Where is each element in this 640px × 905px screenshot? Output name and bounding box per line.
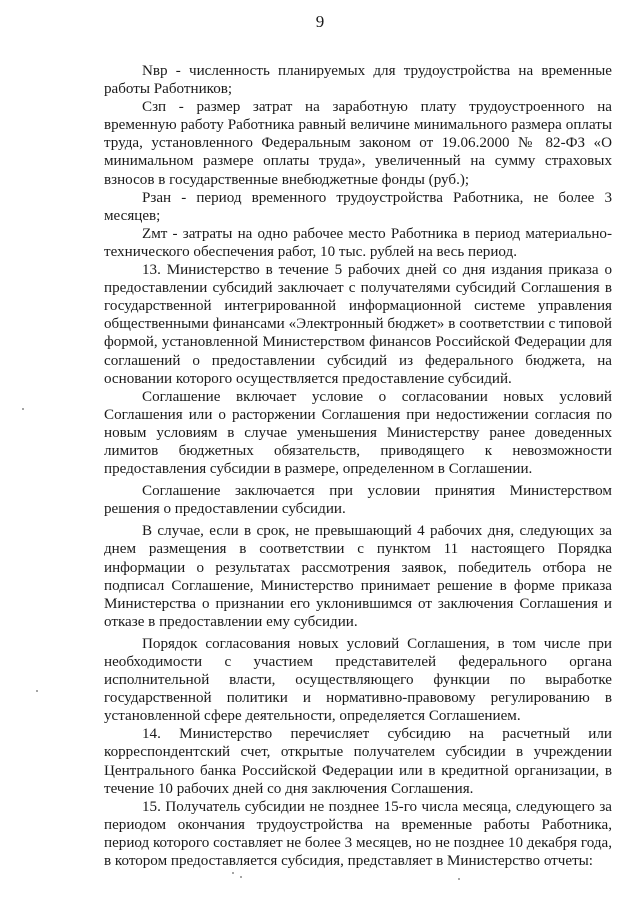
paragraph-nvr: Nвр - численность планируемых для трудоустройства на временные работы Работников; xyxy=(104,63,612,98)
paragraph-zmt: Zмт - затраты на одно рабочее место Работника в период материально-технического обеспечения работ, 10 тыс. рублей на весь период. xyxy=(104,225,612,260)
page-number: 9 xyxy=(315,12,325,31)
scan-speck xyxy=(240,876,242,878)
scan-speck xyxy=(36,690,38,692)
paragraph-szp: Сзп - размер затрат на заработную плату трудоустроенного на временную работу Работника равный величине минимального размера оплаты труда, установленного Федеральным законом от 19.06.2000 № 82-ФЗ «О минимальном размере оплаты труда», увеличенный на сумму страховых взносов в государственные внебюджетные фонды (руб.); xyxy=(104,99,612,188)
scan-speck xyxy=(22,408,24,410)
paragraph-evasion: В случае, если в срок, не превышающий 4 рабочих дня, следующих за днем размещения в соответствии с пунктом 11 настоящего Порядка информации о результатах рассмотрения заявок, победитель отбора не подписал Соглашение, Министерство принимает решение в форме приказа Министерства о признании его уклонившимся от заключения Соглашения и отказе в предоставлении ему субсидии. xyxy=(104,523,612,630)
paragraph-13: 13. Министерство в течение 5 рабочих дней со дня издания приказа о предоставлении субсидий заключает с получателями субсидий Соглашения в государственной интегрированной информационной системе управления общественными финансами «Электронный бюджет» в соответствии с типовой формой, установленной Министерством финансов Российской Федерации для соглашений о предоставлении субсидий из федерального бюджета, на основании которого осуществляется предоставление субсидий. xyxy=(104,262,612,387)
scan-speck xyxy=(232,872,234,874)
paragraph-agreement-conditions: Соглашение включает условие о согласовании новых условий Соглашения или о расторжении Соглашения при недостижении согласия по новым условиям в случае уменьшения Министерству ранее доведенных лимитов бюджетных обязательств, приводящего к невозможности предоставления субсидии в размере, определенном в Соглашении. xyxy=(104,388,612,478)
paragraph-agreement-conclusion: Соглашение заключается при условии принятия Министерством решения о предоставлении субсидии. xyxy=(104,483,612,518)
paragraph-new-conditions: Порядок согласования новых условий Соглашения, в том числе при необходимости с участием представителей федерального органа исполнительной власти, осуществляющего функции по выработке государственной политики и нормативно-правовому регулированию в установленной сфере деятельности, определяется Соглашением. xyxy=(104,635,612,725)
document-body xyxy=(104,62,612,870)
scan-speck xyxy=(458,878,460,880)
paragraph-15: 15. Получатель субсидии не позднее 15-го числа месяца, следующего за периодом окончания трудоустройства на временные работы Работника, период которого составляет не более 3 месяцев, но не позднее 10 декабря года, в котором предоставляется субсидия, представляет в Министерство отчеты: xyxy=(104,798,612,870)
paragraph-14: 14. Министерство перечисляет субсидию на расчетный или корреспондентский счет, открытые получателем субсидии в учреждении Центрального банка Российской Федерации или в кредитной организации, в течение 10 рабочих дней со дня заключения Соглашения. xyxy=(104,726,612,797)
paragraph-pzan: Рзан - период временного трудоустройства Работника, не более 3 месяцев; xyxy=(104,189,612,224)
